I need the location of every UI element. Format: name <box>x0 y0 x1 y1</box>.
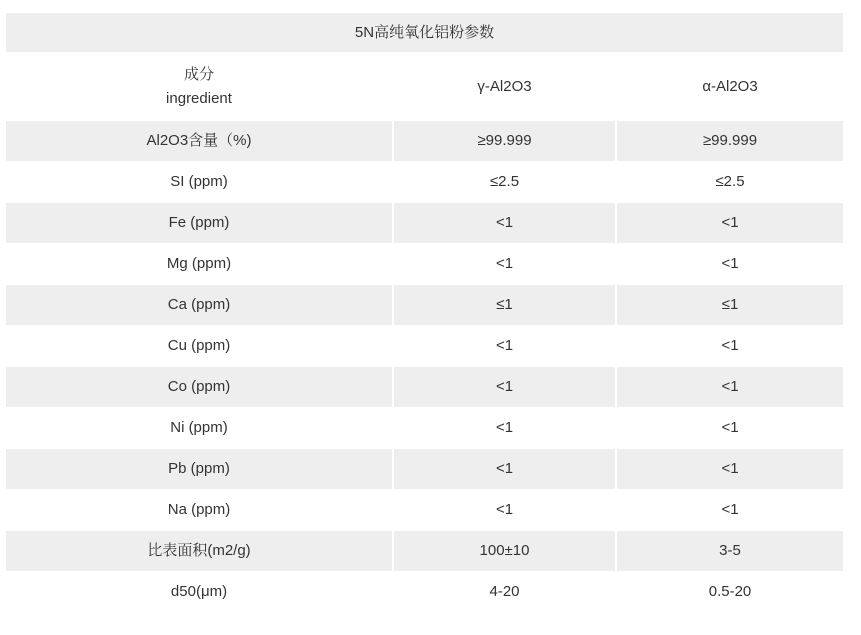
row-gamma-value: 4-20 <box>393 572 616 613</box>
row-alpha-value: 3-5 <box>616 531 843 572</box>
header-ingredient-cn: 成分 <box>183 65 214 83</box>
table-row <box>6 367 843 408</box>
row-label: Ni (ppm) <box>6 408 393 449</box>
row-gamma-value: <1 <box>393 326 616 367</box>
row-alpha-value: <1 <box>616 449 843 490</box>
table-row <box>6 162 843 203</box>
table-row <box>6 203 843 244</box>
header-gamma: γ-Al2O3 <box>393 53 616 121</box>
table-title-row <box>6 13 843 53</box>
row-label: Pb (ppm) <box>6 449 393 490</box>
row-gamma-value: <1 <box>393 490 616 531</box>
row-gamma-value: <1 <box>393 203 616 244</box>
row-label: Na (ppm) <box>6 490 393 531</box>
row-label: Co (ppm) <box>6 367 393 408</box>
table-row <box>6 244 843 285</box>
row-alpha-value: <1 <box>616 367 843 408</box>
row-gamma-value: <1 <box>393 449 616 490</box>
table-row <box>6 285 843 326</box>
table-row <box>6 490 843 531</box>
table-header-row <box>6 53 843 121</box>
row-label: Al2O3含量（%) <box>6 121 393 162</box>
row-gamma-value: ≤2.5 <box>393 162 616 203</box>
row-alpha-value: ≤1 <box>616 285 843 326</box>
table-row <box>6 408 843 449</box>
row-alpha-value: <1 <box>616 244 843 285</box>
row-gamma-value: 100±10 <box>393 531 616 572</box>
row-label: Fe (ppm) <box>6 203 393 244</box>
row-label: Mg (ppm) <box>6 244 393 285</box>
row-alpha-value: <1 <box>616 408 843 449</box>
row-gamma-value: <1 <box>393 244 616 285</box>
parameter-table <box>6 13 843 613</box>
row-gamma-value: <1 <box>393 408 616 449</box>
row-alpha-value: ≥99.999 <box>616 121 843 162</box>
row-gamma-value: <1 <box>393 367 616 408</box>
row-label: Ca (ppm) <box>6 285 393 326</box>
row-gamma-value: ≤1 <box>393 285 616 326</box>
row-alpha-value: ≤2.5 <box>616 162 843 203</box>
row-alpha-value: <1 <box>616 490 843 531</box>
row-gamma-value: ≥99.999 <box>393 121 616 162</box>
table-row <box>6 449 843 490</box>
header-ingredient <box>6 53 393 121</box>
row-label: d50(μm) <box>6 572 393 613</box>
row-label: Cu (ppm) <box>6 326 393 367</box>
header-alpha: α-Al2O3 <box>616 53 843 121</box>
row-label: SI (ppm) <box>6 162 393 203</box>
row-alpha-value: <1 <box>616 326 843 367</box>
table-row <box>6 326 843 367</box>
table-title: 5N高纯氧化铝粉参数 <box>6 13 843 53</box>
row-alpha-value: 0.5-20 <box>616 572 843 613</box>
table-row <box>6 531 843 572</box>
table-row <box>6 121 843 162</box>
row-alpha-value: <1 <box>616 203 843 244</box>
header-ingredient-en: ingredient <box>166 89 232 107</box>
table-row <box>6 572 843 613</box>
row-label: 比表面积(m2/g) <box>6 531 393 572</box>
